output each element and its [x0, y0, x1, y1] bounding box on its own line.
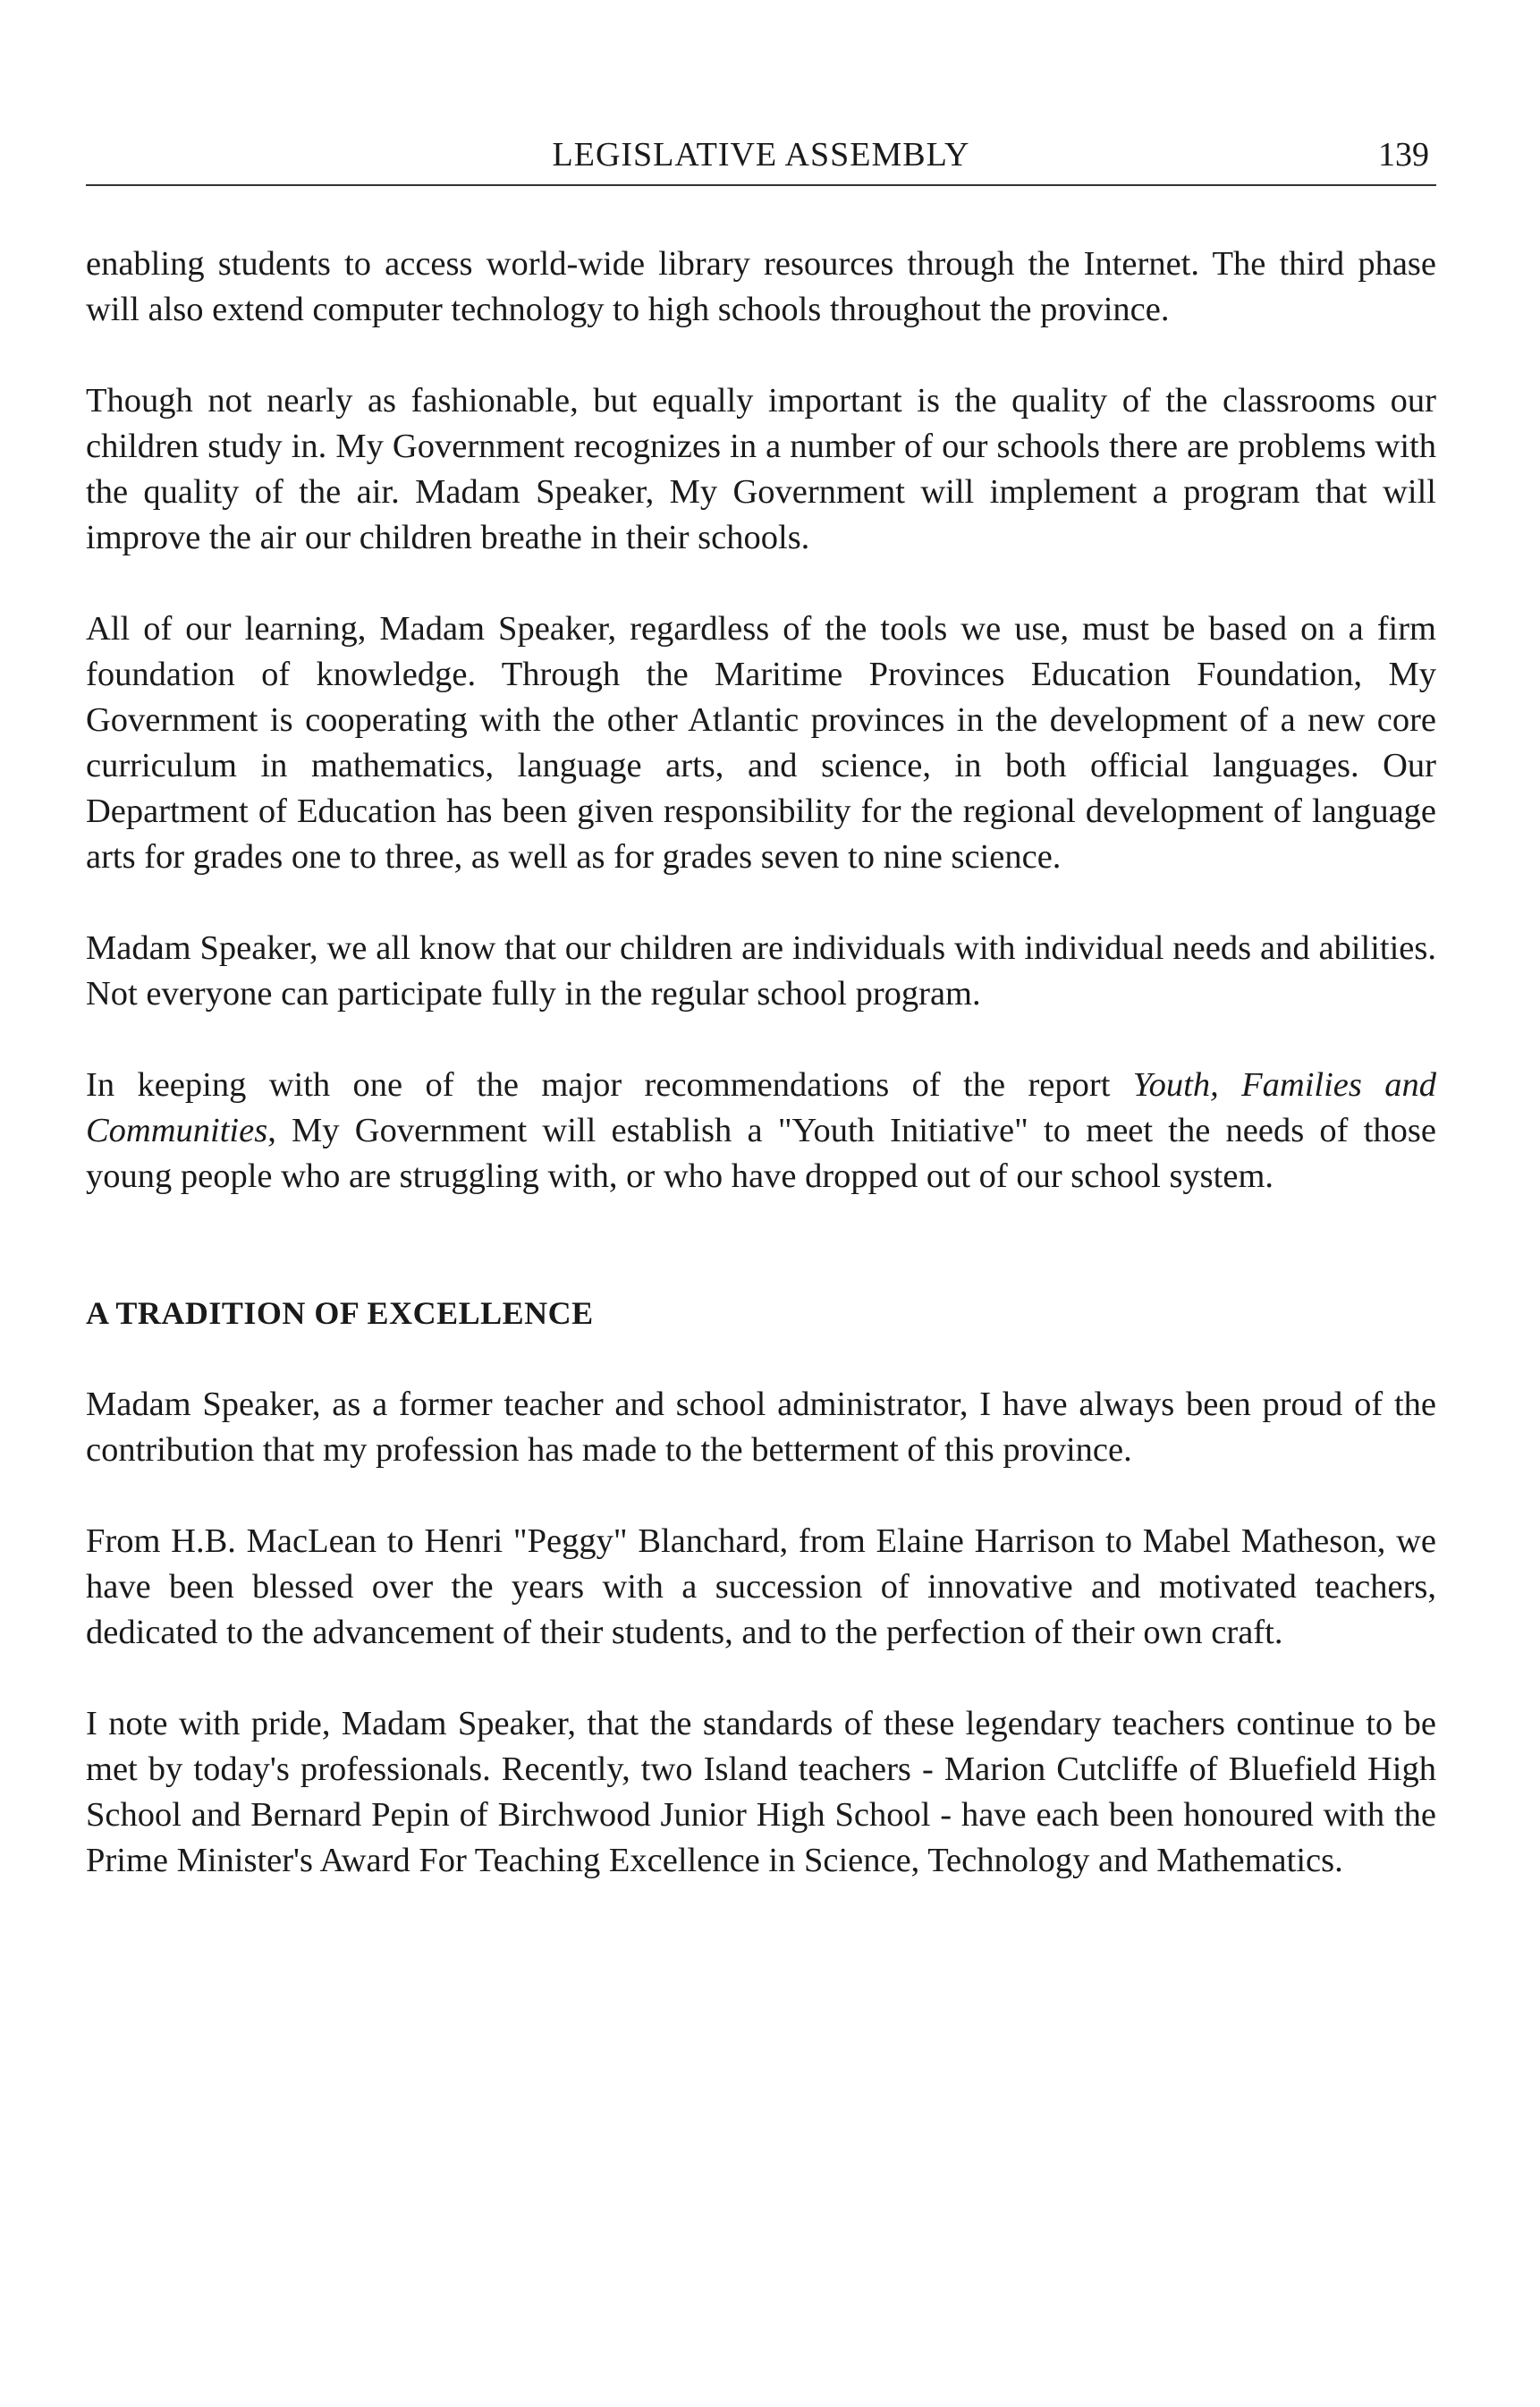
paragraph-text: In keeping with one of the major recommendations of the report	[86, 1066, 1133, 1104]
paragraph: Madam Speaker, as a former teacher and school administrator, I have always been proud of the contribution that my profession has made to the betterment of this province.	[86, 1386, 1436, 1469]
header-rule	[86, 184, 1436, 186]
header-title: LEGISLATIVE ASSEMBLY	[552, 136, 970, 174]
paragraph-text: , My Government will establish a "Youth Initiative" to meet the needs of those young people who are struggling with, or who have dropped out of our school system.	[86, 1112, 1436, 1195]
paragraph: All of our learning, Madam Speaker, regardless of the tools we use, must be based on a firm foundation of knowledge. Through the Maritime Provinces Education Foundation, My Government is cooperating with the other Atlantic provinces in the development of a new core curriculum in mathematics, language arts, and science, in both official languages. Our Department of Education has been given responsibility for the regional development of language arts for grades one to three, as well as for grades seven to nine science.	[86, 610, 1436, 876]
page-number: 139	[1378, 136, 1429, 174]
running-header	[86, 132, 1436, 186]
paragraph	[86, 1063, 1436, 1199]
paragraph: Madam Speaker, we all know that our children are individuals with individual needs and abilities. Not everyone can participate fully in the regular school program.	[86, 929, 1436, 1013]
paragraph: From H.B. MacLean to Henri "Peggy" Blanchard, from Elaine Harrison to Mabel Matheson, we have been blessed over the years with a succession of innovative and motivated teachers, dedicated to the advancement of their students, and to the perfection of their own craft.	[86, 1522, 1436, 1651]
paragraph: Though not nearly as fashionable, but equally important is the quality of the classrooms our children study in. My Government recognizes in a number of our schools there are problems with the quality of the air. Madam Speaker, My Government will implement a program that will improve the air our children breathe in their schools.	[86, 382, 1436, 556]
report-title: Youth, Families and Communities	[86, 1066, 1436, 1149]
section-heading: A TRADITION OF EXCELLENCE	[86, 1295, 594, 1331]
paragraph: enabling students to access world-wide library resources through the Internet. The third phase will also extend computer technology to high schools throughout the province.	[86, 245, 1436, 328]
body-text	[86, 242, 1436, 1929]
paragraph: I note with pride, Madam Speaker, that the standards of these legendary teachers continue to be met by today's professionals. Recently, two Island teachers - Marion Cutcliffe of Bluefield High School and Bernard Pepin of Birchwood Junior High School - have each been honoured with the Prime Minister's Award For Teaching Excellence in Science, Technology and Mathematics.	[86, 1705, 1436, 1879]
